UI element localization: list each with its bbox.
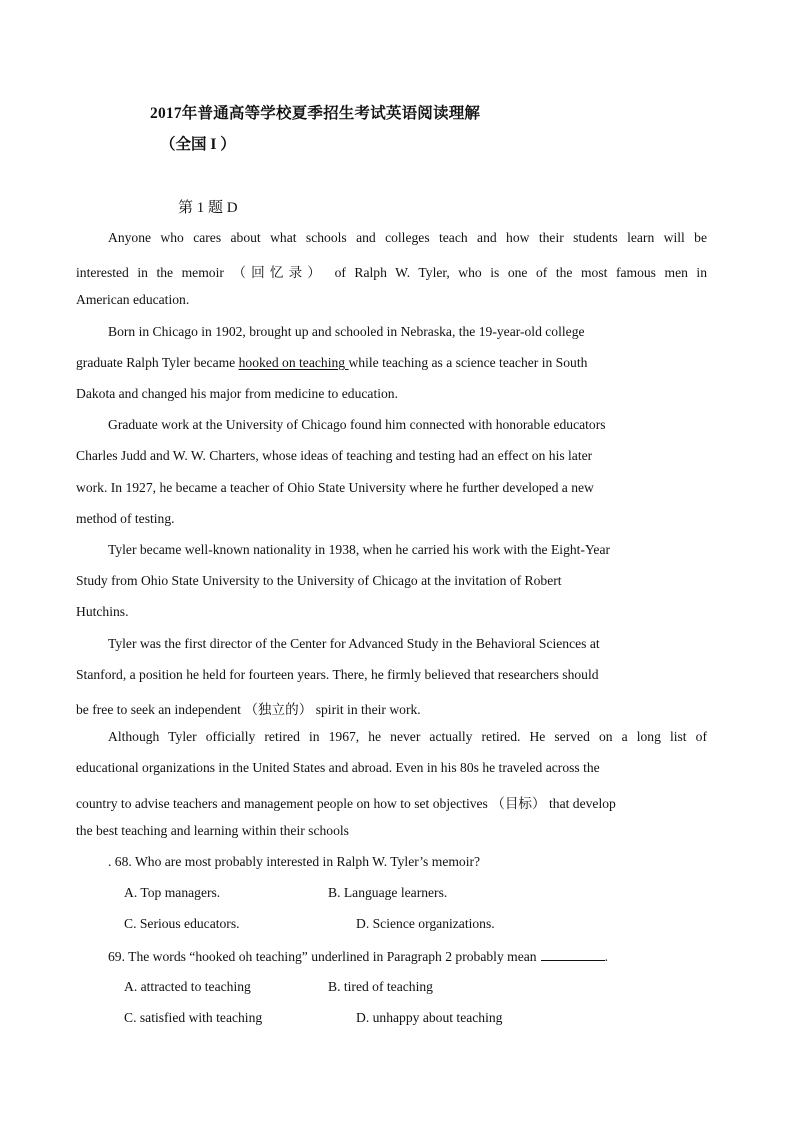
paragraph-6-line-4: the best teaching and learning within their schools	[76, 823, 349, 838]
paragraph-3-line-3: work. In 1927, he became a teacher of Ohio State University where he further developed a new	[76, 480, 594, 495]
paragraph-6-line-1: Although Tyler officially retired in 1967, he never actually retired. He served on a long list of	[108, 729, 707, 744]
question-68-option-a: A. Top managers.	[124, 885, 221, 900]
paragraph-2-text-after: while teaching as a science teacher in South	[348, 355, 588, 370]
question-69-option-b: B. tired of teaching	[328, 979, 433, 994]
paragraph-4-line-2: Study from Ohio State University to the University of Chicago at the invitation of Robert	[76, 573, 562, 588]
question-68-option-c: C. Serious educators.	[124, 916, 240, 931]
paragraph-1-line-3: American education.	[76, 292, 190, 307]
question-69-option-d: D. unhappy about teaching	[356, 1010, 503, 1025]
question-68-option-d: D. Science organizations.	[356, 916, 495, 931]
paragraph-4-line-1: Tyler became well-known nationality in 1938, when he carried his work with the Eight-Year	[108, 542, 611, 557]
paragraph-5-line-3: be free to seek an independent （独立的） spirit in their work.	[76, 702, 421, 717]
question-heading: 第 1 题 D	[178, 200, 238, 216]
paragraph-1-line-2: interested in the memoir （回忆录） of Ralph W. Tyler, who is one of the most famous men in	[76, 265, 707, 280]
paragraph-3-line-2: Charles Judd and W. W. Charters, whose ideas of teaching and testing had an effect on his later	[76, 448, 593, 463]
question-69-stem-line	[108, 948, 608, 965]
paragraph-5-line-1: Tyler was the first director of the Center for Advanced Study in the Behavioral Sciences at	[108, 636, 600, 651]
question-68-option-b: B. Language learners.	[328, 885, 448, 900]
question-69-stem: 69. The words “hooked oh teaching” underlined in Paragraph 2 probably mean	[108, 949, 537, 964]
underlined-phrase: hooked on teaching	[238, 355, 349, 370]
paragraph-2-text-before: graduate Ralph Tyler became	[76, 355, 239, 370]
document-subtitle: （全国 I ）	[160, 136, 236, 153]
answer-blank	[541, 948, 605, 961]
paragraph-6-line-3: country to advise teachers and management people on how to set objectives （目标） that develop	[76, 796, 616, 811]
document-title: 2017年普通高等学校夏季招生考试英语阅读理解	[150, 105, 481, 122]
paragraph-3-line-1: Graduate work at the University of Chicago found him connected with honorable educators	[108, 417, 606, 432]
question-69-option-c: C. satisfied with teaching	[124, 1010, 263, 1025]
question-68-stem: . 68. Who are most probably interested in Ralph W. Tyler’s memoir?	[108, 854, 481, 869]
paragraph-5-line-2: Stanford, a position he held for fourteen years. There, he firmly believed that researchers should	[76, 667, 599, 682]
paragraph-1-line-1: Anyone who cares about what schools and colleges teach and how their students learn will be	[108, 230, 707, 245]
paragraph-2-line-1: Born in Chicago in 1902, brought up and schooled in Nebraska, the 19-year-old college	[108, 324, 585, 339]
question-69-option-a: A. attracted to teaching	[124, 979, 251, 994]
paragraph-6-line-2: educational organizations in the United States and abroad. Even in his 80s he traveled across the	[76, 760, 600, 775]
question-69-stem-end: .	[604, 949, 608, 964]
paragraph-2-line-3: Dakota and changed his major from medicine to education.	[76, 386, 398, 401]
paragraph-4-line-3: Hutchins.	[76, 604, 129, 619]
paragraph-2-line-2	[76, 355, 587, 371]
paragraph-3-line-4: method of testing.	[76, 511, 175, 526]
